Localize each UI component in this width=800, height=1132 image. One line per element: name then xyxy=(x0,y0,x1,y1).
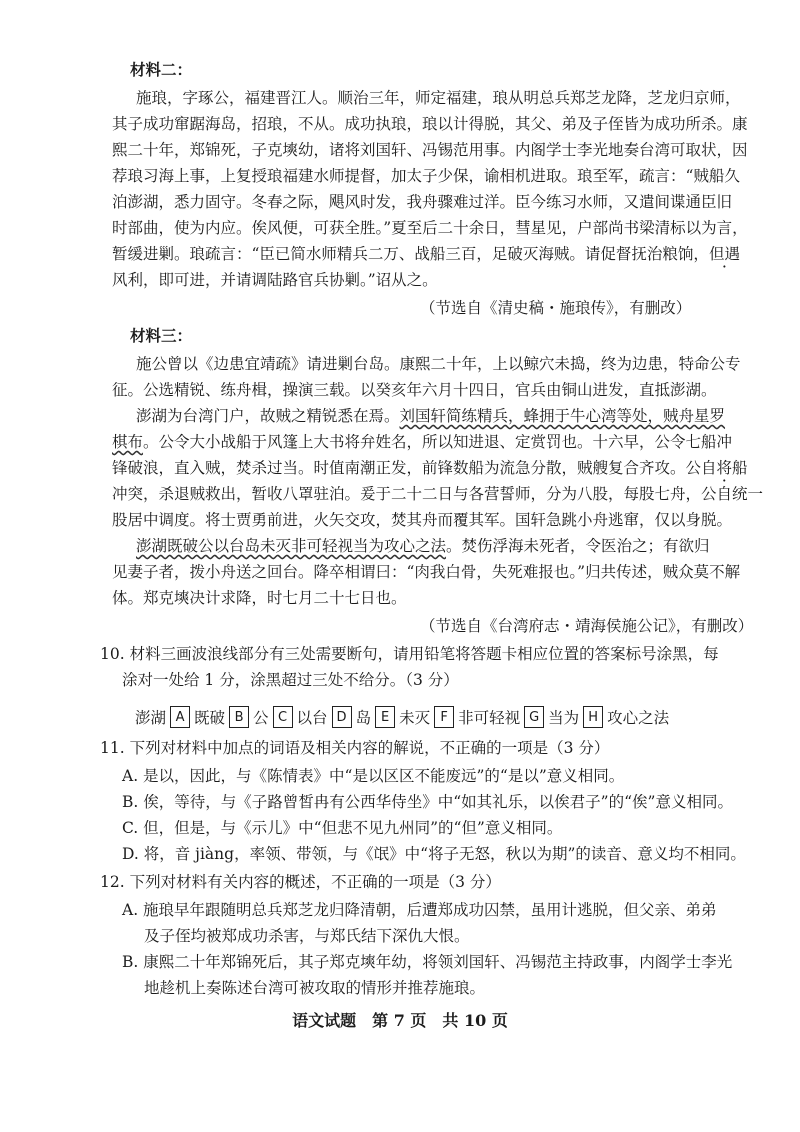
sentence-segment: 既破 xyxy=(194,709,226,727)
answer-box-e[interactable]: E xyxy=(375,706,395,728)
material-3-text: 征。公选精锐、练舟楫，操演三载。以癸亥年六月十四日，官兵由铜山进发，直抵澎湖。 xyxy=(112,381,717,399)
sentence-segment: 非可轻视 xyxy=(458,709,521,727)
question-10-stem: 10. 材料三画波浪线部分有三处需要断句，请用铅笔将答题卡相应位置的答案标号涂黑，每 xyxy=(100,645,719,663)
material-2-text: 熙二十年，郑锦死，子克塽幼，诸将刘国轩、冯锡范用事。内阁学士李光地奏台湾可取状，因 xyxy=(112,141,748,159)
material-2-text: 风利，即可进，并请调陆路官兵协剿。”诏从之。 xyxy=(112,271,438,289)
question-11-option-d[interactable]: D. 将，音 jiàng，率领、带领，与《氓》中“将子无怒，秋以为期”的读音、意义均不相同。 xyxy=(122,845,746,863)
sentence-segment: 当为 xyxy=(548,709,580,727)
question-12-option-a[interactable]: A. 施琅早年跟随明总兵郑芝龙归降清朝，后遭郑成功囚禁，虽用计逃脱，但父亲、弟弟 xyxy=(122,901,717,919)
sentence-break-options xyxy=(134,704,670,730)
answer-box-a[interactable]: A xyxy=(170,706,190,728)
answer-box-c[interactable]: C xyxy=(273,706,293,728)
material-3-source: （节选自《台湾府志・靖海侯施公记》，有删改） xyxy=(420,617,754,635)
question-12-option-b[interactable]: B. 康熙二十年郑锦死后，其子郑克塽年幼，将领刘国轩、冯锡范主持政事，内阁学士李光 xyxy=(122,953,733,971)
dotted-word: 但遇 xyxy=(708,245,740,263)
material-3-text: 见妻子者，拨小舟送之回台。降卒相谓曰：“肉我白骨，失死难报也。”归共传述，贼众莫不解 xyxy=(112,563,741,581)
question-11-stem: 11. 下列对材料中加点的词语及相关内容的解说，不正确的一项是（3 分） xyxy=(100,739,610,757)
page-footer: 语文试题 第 7 页 共 10 页 xyxy=(292,1011,508,1030)
question-12-stem: 12. 下列对材料有关内容的概述，不正确的一项是（3 分） xyxy=(100,873,501,891)
question-12-option-b[interactable]: 地趁机上奏陈述台湾可被攻取的情形并推荐施琅。 xyxy=(144,979,486,997)
answer-box-f[interactable]: F xyxy=(434,706,454,728)
material-3-text: 股居中调度。将士贾勇前进，火矢交攻，焚其舟而覆其军。国轩急跳小舟逃窜，仅以身脱。 xyxy=(112,511,733,529)
material-2-header: 材料二： xyxy=(130,60,193,79)
material-3-text: 棋布。公令大小战船于风篷上大书将弁姓名，所以知进退、定赏罚也。十六早，公令七船冲 xyxy=(112,433,733,451)
material-2-text: 暂缓进剿。琅疏言：“臣已简水师精兵二万、战船三百，足破灭海贼。请促督抚治粮饷，但遇 xyxy=(112,245,740,263)
sentence-segment: 未灭 xyxy=(399,709,431,727)
question-11-option-c[interactable]: C. 但，但是，与《示儿》中“但悲不见九州同”的“但”意义相同。 xyxy=(122,819,563,837)
material-3-text: 体。郑克塽决计求降，时七月二十七日也。 xyxy=(112,589,407,607)
dotted-word: 将 xyxy=(716,459,733,477)
material-2-text: 其子成功窜踞海岛，招琅，不从。成功执琅，琅以计得脱，其父、弟及子侄皆为成功所杀。康 xyxy=(112,115,748,133)
sentence-segment: 澎湖 xyxy=(135,709,167,727)
sentence-segment: 以台 xyxy=(296,709,328,727)
material-3-text: 施公曾以《边患宜靖疏》请进剿台岛。康熙二十年，上以鲸穴未捣，终为边患，特命公专 xyxy=(136,355,741,373)
material-2-text: 荐琅习海上事，上复授琅福建水师提督，加太子少保，谕相机进取。琅至军，疏言：“贼船久 xyxy=(112,167,740,185)
material-3-header: 材料三： xyxy=(130,326,193,345)
material-3-text: 冲突，杀退贼救出，暂收八罩驻泊。爰于二十二日与各营誓师，分为八股，每股七舟，公自统一 xyxy=(112,485,764,503)
question-12-option-a[interactable]: 及子侄均被郑成功杀害，与郑氏结下深仇大恨。 xyxy=(144,927,470,945)
material-3-text: 澎湖既破公以台岛未灭非可轻视当为攻心之法。焚伤浮海未死者，令医治之；有欲归 xyxy=(136,537,710,555)
wavy-underline-text: 刘国轩简练精兵，蜂拥于牛心湾等处，贼舟星罗 xyxy=(399,407,726,425)
wavy-underline-text: 澎湖既破公以台岛未灭非可轻视当为攻心之法 xyxy=(136,537,447,555)
material-2-text: 时部曲，使为内应。俟风便，可获全胜。”夏至后二十余日，彗星见，户部尚书梁清标以为言， xyxy=(112,219,748,237)
material-3-text: 锋破浪，直入贼，焚杀过当。时值南潮正发，前锋数船为流急分散，贼艘复合齐攻。公自将船 xyxy=(112,459,748,477)
question-11-option-b[interactable]: B. 俟，等待，与《子路曾皙冉有公西华侍坐》中“如其礼乐，以俟君子”的“俟”意义相同。 xyxy=(122,793,733,811)
sentence-segment: 攻心之法 xyxy=(607,709,670,727)
material-2-text: 泊澎湖，悉力固守。冬春之际，飓风时发，我舟骤难过洋。臣今练习水师，又遣间谍通臣旧 xyxy=(112,193,733,211)
answer-box-g[interactable]: G xyxy=(524,706,544,728)
material-2-text: 施琅，字琢公，福建晋江人。顺治三年，师定福建，琅从明总兵郑芝龙降，芝龙归京师， xyxy=(136,89,741,107)
question-10-stem: 涂对一处给 1 分，涂黑超过三处不给分。（3 分） xyxy=(122,671,459,689)
sentence-segment: 岛 xyxy=(355,709,372,727)
answer-box-h[interactable]: H xyxy=(583,706,603,728)
sentence-segment: 公 xyxy=(253,709,269,727)
wavy-underline-text: 棋布 xyxy=(112,433,144,451)
answer-box-d[interactable]: D xyxy=(332,706,352,728)
question-11-option-a[interactable]: A. 是以，因此，与《陈情表》中“是以区区不能废远”的“是以”意义相同。 xyxy=(122,767,625,785)
answer-box-b[interactable]: B xyxy=(229,706,249,728)
material-3-text: 澎湖为台湾门户，故贼之精锐悉在焉。刘国轩简练精兵，蜂拥于牛心湾等处，贼舟星罗 xyxy=(136,407,726,425)
material-2-source: （节选自《清史稿・施琅传》，有删改） xyxy=(420,299,692,317)
